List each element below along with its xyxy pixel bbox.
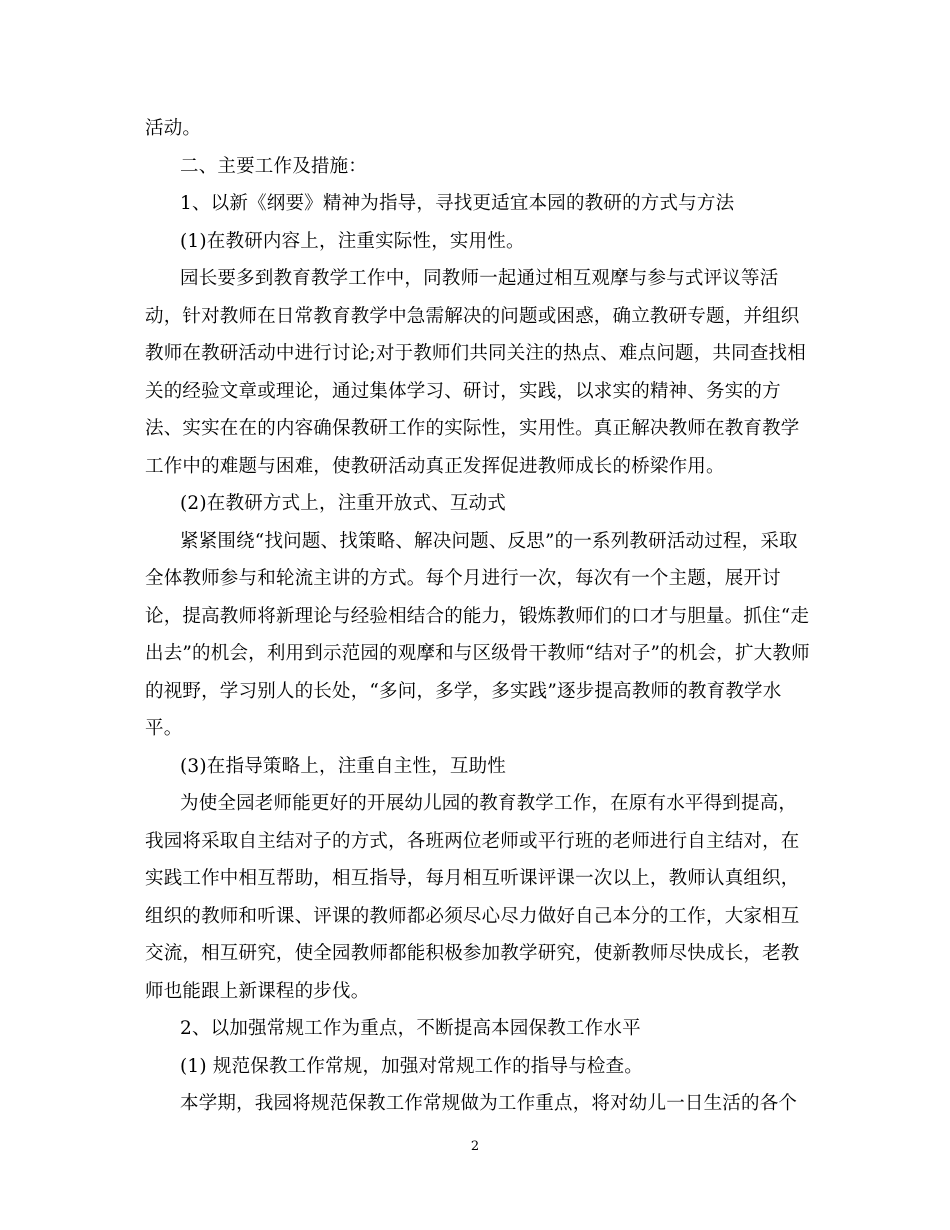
body-line: 法、实实在在的内容确保教研工作的实际性，实用性。真正解决教师在教育教学 xyxy=(145,418,800,439)
body-line: 实践工作中相互帮助，相互指导，每月相互听课评课一次以上，教师认真组织， xyxy=(145,868,800,889)
body-line: 我园将采取自主结对子的方式，各班两位老师或平行班的老师进行自主结对，在 xyxy=(145,831,800,852)
body-line: 交流，相互研究，使全园教师都能积极参加教学研究，使新教师尽快成长，老教 xyxy=(145,943,800,964)
body-line: 师也能跟上新课程的步伐。 xyxy=(145,981,370,1002)
subsection-heading: 2、以加强常规工作为重点，不断提高本园保教工作水平 xyxy=(180,1018,641,1039)
body-line: 教师在教研活动中进行讨论;对于教师们共同关注的热点、难点问题，共同查找相 xyxy=(145,343,806,364)
item-heading: (2)在教研方式上，注重开放式、互动式 xyxy=(180,493,507,514)
item-heading: (3)在指导策略上，注重自主性，互助性 xyxy=(180,756,507,777)
body-line: 关的经验文章或理论，通过集体学习、研讨，实践，以求实的精神、务实的方 xyxy=(145,381,781,402)
body-line: 出去”的机会，利用到示范园的观摩和与区级骨干教师“结对子”的机会，扩大教师 xyxy=(145,643,810,664)
body-line: 为使全园老师能更好的开展幼儿园的教育教学工作，在原有水平得到提高， xyxy=(180,793,798,814)
body-line: 组织的教师和听课、评课的教师都必须尽心尽力做好自己本分的工作，大家相互 xyxy=(145,906,800,927)
body-line: 全体教师参与和轮流主讲的方式。每个月进行一次，每次有一个主题，展开讨 xyxy=(145,568,781,589)
body-line: 活动。 xyxy=(145,118,202,139)
item-heading: (1) 规范保教工作常规，加强对常规工作的指导与检查。 xyxy=(180,1056,643,1077)
page-number: 2 xyxy=(470,1139,480,1154)
body-line: 工作中的难题与困难，使教研活动真正发挥促进教师成长的桥梁作用。 xyxy=(145,456,725,477)
section-heading: 二、主要工作及措施： xyxy=(180,156,368,177)
body-line: 平。 xyxy=(145,718,183,739)
body-line: 动，针对教师在日常教育教学中急需解决的问题或困惑，确立教研专题，并组织 xyxy=(145,306,800,327)
body-line: 紧紧围绕“找问题、找策略、解决问题、反思”的一系列教研活动过程，采取 xyxy=(180,531,798,552)
body-line: 的视野，学习别人的长处，“多问，多学，多实践”逐步提高教师的教育教学水 xyxy=(145,681,782,702)
body-line: 论，提高教师将新理论与经验相结合的能力，锻炼教师们的口才与胆量。抓住“走 xyxy=(145,606,810,627)
body-line: 园长要多到教育教学工作中，同教师一起通过相互观摩与参与式评议等活 xyxy=(180,268,779,289)
subsection-heading: 1、以新《纲要》精神为指导，寻找更适宜本园的教研的方式与方法 xyxy=(180,193,735,214)
body-line: 本学期，我园将规范保教工作常规做为工作重点，将对幼儿一日生活的各个 xyxy=(180,1093,798,1114)
item-heading: (1)在教研内容上，注重实际性，实用性。 xyxy=(180,231,525,252)
